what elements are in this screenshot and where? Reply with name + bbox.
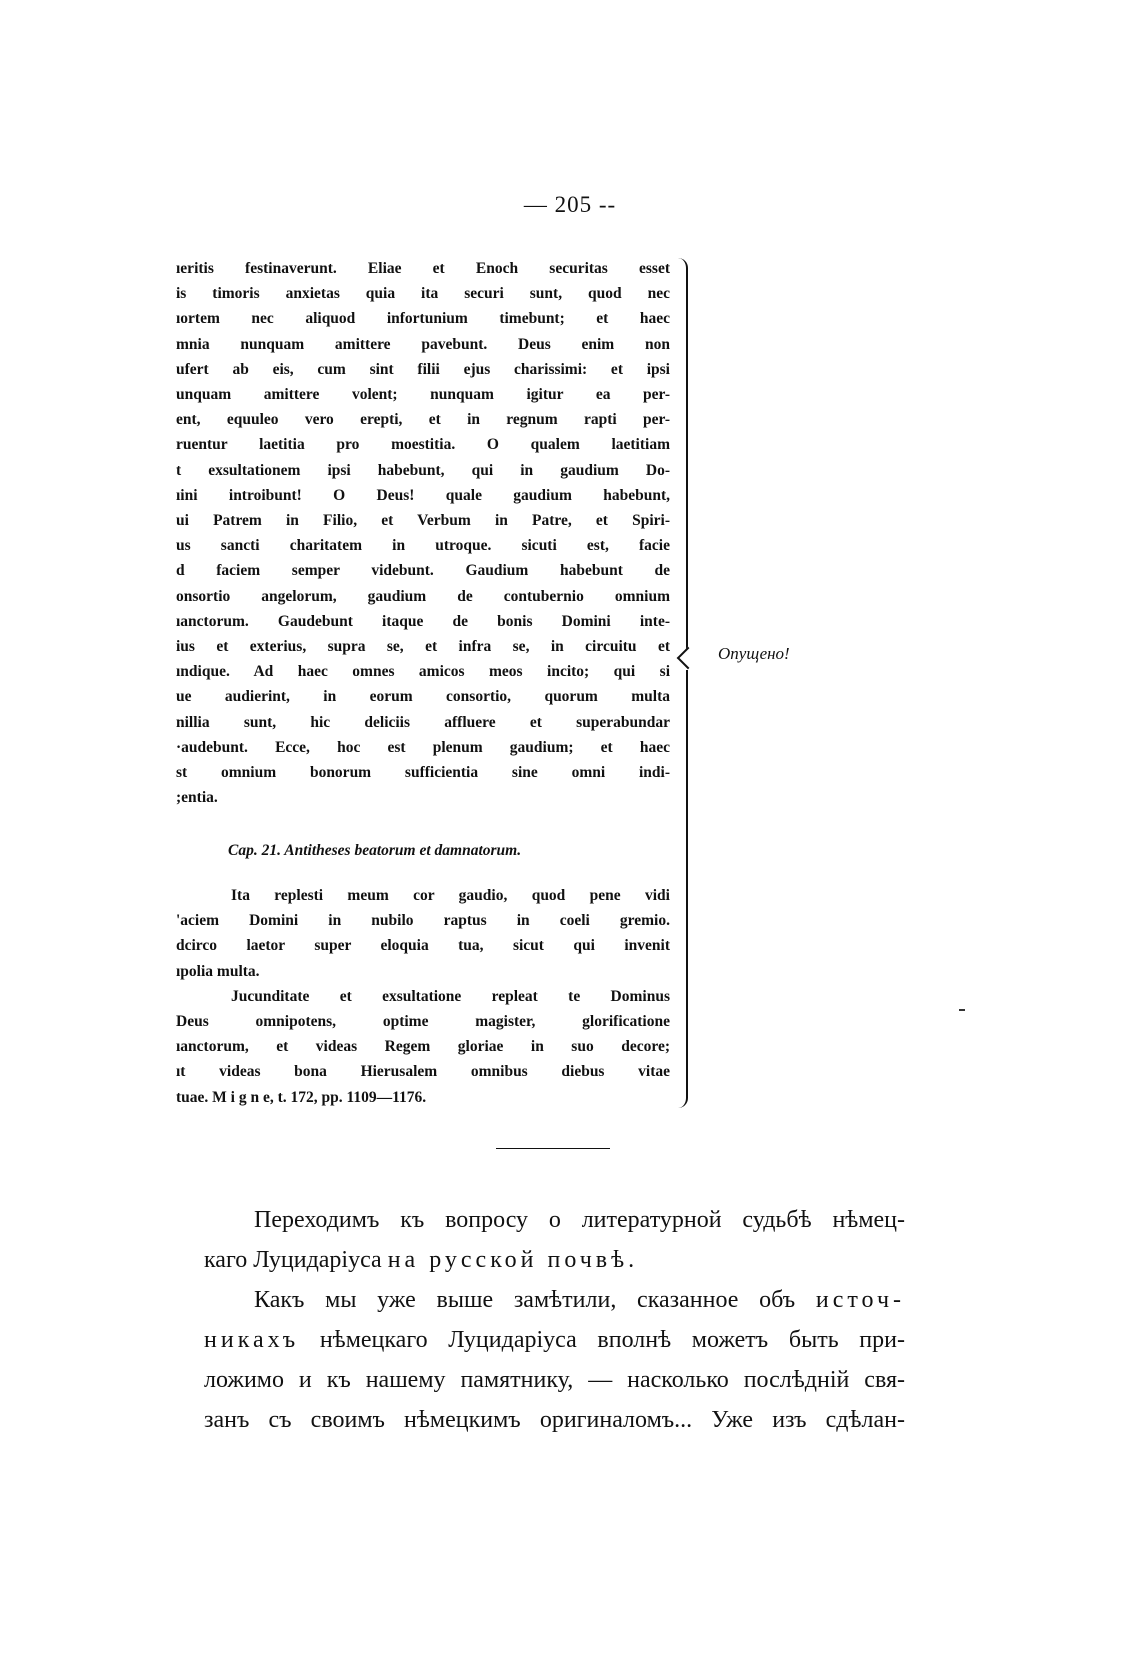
bracket-top-curl (678, 258, 688, 286)
russian-line: ложимо и къ нашему памятнику, — насколько послѣдній свя- (204, 1367, 905, 1393)
latin-line: t exsultationem ipsi habebunt, qui in gaudium Do- (176, 461, 670, 479)
chapter-line: Deus omnipotens, optime magister, glorificatione (176, 1013, 670, 1031)
latin-line: ıeritis festinaverunt. Eliae et Enoch securitas esset (176, 260, 670, 277)
russian-text-block (204, 1200, 905, 1440)
latin-line: ;entia. (176, 789, 218, 807)
latin-line: unquam amittere volent; nunquam igitur ea per- (176, 386, 670, 404)
latin-line: ui Patrem in Filio, et Verbum in Patre, et Spiri- (176, 512, 670, 530)
page-number: — 205 -- (523, 192, 617, 217)
russian-spaced-text: никахъ (204, 1327, 300, 1353)
chapter-line: 'aciem Domini in nubilo raptus in coeli gremio. (176, 912, 670, 930)
russian-line (254, 1280, 905, 1320)
chapter-line: Jucunditate et exsultatione repleat te Dominus (231, 987, 670, 1005)
russian-line-text: нѣмецкаго Луцидаріуса вполнѣ можетъ быть при- (299, 1327, 905, 1353)
latin-line: st omnium bonorum sufficientia sine omni indi- (176, 764, 670, 782)
bracket-center-point (677, 647, 700, 670)
latin-line: ent, equuleo vero erepti, et in regnum rapti per- (176, 411, 670, 429)
chapter-line: ıt videas bona Hierusalem omnibus diebus vitae (176, 1063, 670, 1081)
margin-note-omitted: Опущено! (718, 644, 790, 663)
russian-line: занъ съ своимъ нѣмецкимъ оригиналомъ... Уже изъ сдѣлан- (204, 1407, 905, 1433)
latin-line: ufert ab eis, cum sint filii ejus charissimi: et ipsi (176, 360, 670, 378)
chapter-line: ıanctorum, et videas Regem gloriae in suo decore; (176, 1038, 670, 1056)
latin-line: onsortio angelorum, gaudium de contubernio omnium (176, 587, 670, 605)
chapter-line: dcirco laetor super eloquia tua, sicut qui invenit (176, 937, 670, 955)
russian-line-text: Какъ мы уже выше замѣтили, сказанное объ (254, 1287, 816, 1313)
russian-spaced-text: на русской почвѣ. (387, 1247, 639, 1273)
latin-line: us sancti charitatem in utroque. sicuti est, facie (176, 537, 670, 555)
latin-line: ıortem nec aliquod infortunium timebunt; et haec (176, 310, 670, 328)
latin-line: is timoris anxietas quia ita securi sunt, quod nec (176, 285, 670, 303)
stray-mark (959, 1009, 965, 1011)
chapter-line: Ita replesti meum cor gaudio, quod pene vidi (231, 887, 670, 904)
latin-line: ius et exterius, supra se, et infra se, in circuitu et (176, 638, 670, 656)
latin-text-block (176, 256, 670, 810)
bracket-bottom-curl (678, 1080, 688, 1108)
bracket-lower-line (686, 670, 688, 1082)
chapter-line: tuae. M i g n e, t. 172, pp. 1109—1176. (176, 1088, 427, 1106)
latin-line: ue audierint, in eorum consortio, quorum multa (176, 688, 670, 706)
russian-line-text: Переходимъ къ вопросу о литературной судьбѣ нѣмец- (254, 1207, 905, 1233)
chapter-text-block (176, 883, 670, 1110)
latin-line: mnia nunquam amittere pavebunt. Deus enim non (176, 335, 670, 353)
bracket-upper-line (686, 284, 688, 656)
chapter-line: ıpolia multa. (176, 962, 260, 980)
latin-line: ıanctorum. Gaudebunt itaque de bonis Domini inte- (176, 612, 670, 630)
latin-line: nillia sunt, hic deliciis affluere et superabundar (176, 713, 670, 731)
latin-line: ruentur laetitia pro moestitia. O qualem laetitiam (176, 436, 670, 454)
russian-line (204, 1320, 905, 1360)
russian-line (204, 1240, 905, 1280)
russian-line-text: каго Луцидаріуса (204, 1247, 388, 1273)
russian-line (254, 1200, 905, 1240)
chapter-heading: Cap. 21. Antitheses beatorum et damnatorum. (228, 842, 522, 859)
latin-line: ·audebunt. Ecce, hoc est plenum gaudium; et haec (176, 738, 670, 756)
section-separator (496, 1148, 610, 1149)
russian-spaced-text: источ- (815, 1287, 905, 1313)
latin-line: d faciem semper videbunt. Gaudium habebunt de (176, 562, 670, 580)
latin-line: ındique. Ad haec omnes amicos meos incito; qui si (176, 663, 670, 681)
latin-line: ıini introibunt! O Deus! quale gaudium habebunt, (176, 486, 670, 504)
